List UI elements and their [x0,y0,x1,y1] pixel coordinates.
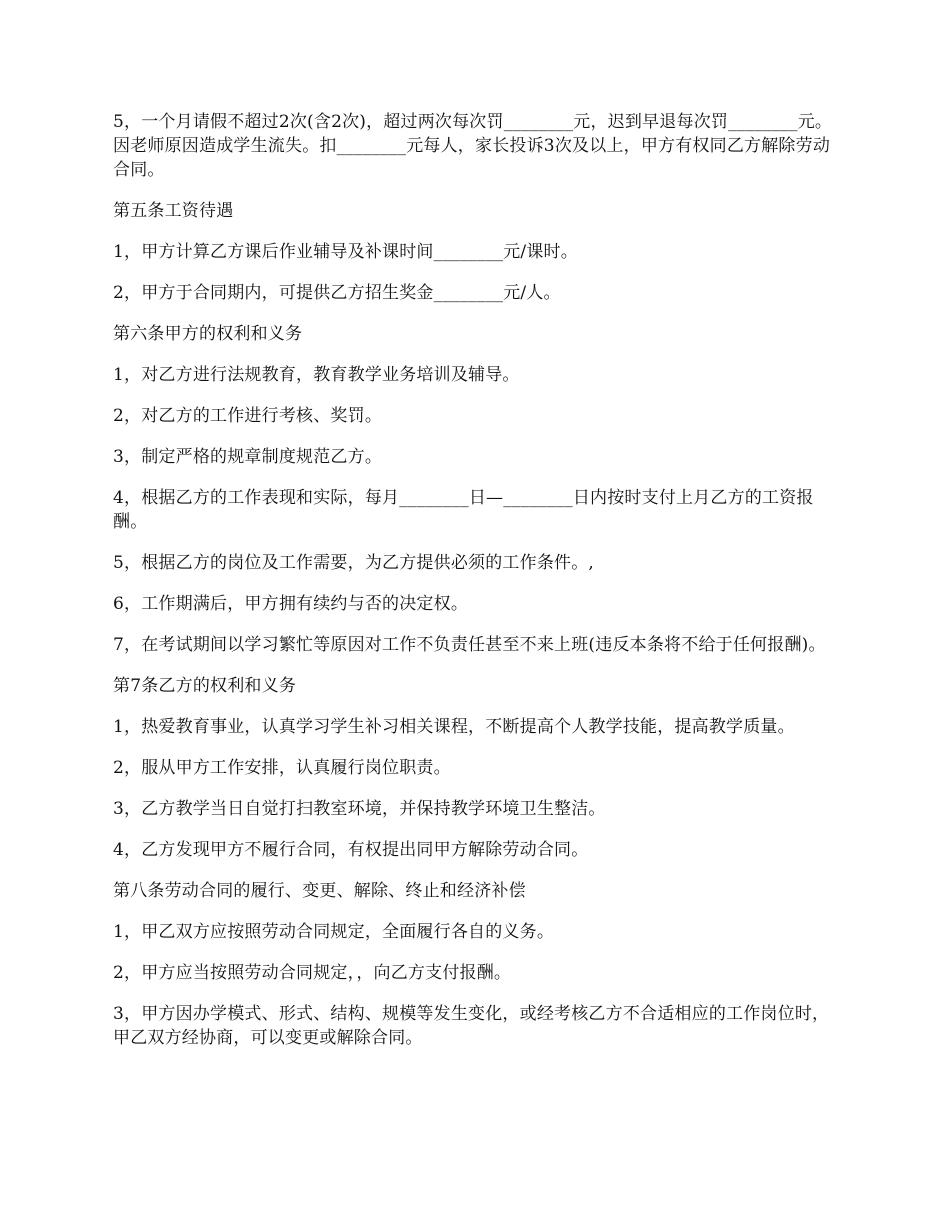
party-b-item-2: 2，服从甲方工作安排，认真履行岗位职责。 [113,758,451,778]
performance-item-1: 1，甲乙双方应按照劳动合同规定，全面履行各自的义务。 [113,922,555,942]
wages-item-2: 2，甲方于合同期内，可提供乙方招生奖金________元/人。 [113,283,561,303]
party-a-item-5: 5，根据乙方的岗位及工作需要，为乙方提供必须的工作条件。, [113,553,595,573]
section-heading-contract-performance: 第八条劳动合同的履行、变更、解除、终止和经济补偿 [113,881,526,901]
section-heading-wages: 第五条工资待遇 [113,201,234,221]
performance-item-3: 3，甲方因办学模式、形式、结构、规模等发生变化，或经考核乙方不合适相应的工作岗位时，甲乙双方经协商，可以变更或解除合同。 [113,1004,830,1048]
party-b-item-4: 4，乙方发现甲方不履行合同，有权提出同甲方解除劳动合同。 [113,840,589,860]
party-a-item-4: 4，根据乙方的工作表现和实际，每月________日—________日内按时支付上月乙方的工资报酬。 [113,488,814,532]
party-a-item-2: 2，对乙方的工作进行考核、奖罚。 [113,406,383,426]
party-b-item-3: 3，乙方教学当日自觉打扫教室环境，并保持教学环境卫生整洁。 [113,799,606,819]
document-page [113,110,841,1067]
wages-item-1: 1，甲方计算乙方课后作业辅导及补课时间________元/课时。 [113,242,578,262]
party-a-item-1: 1，对乙方进行法规教育，教育教学业务培训及辅导。 [113,365,520,385]
party-a-item-3: 3，制定严格的规章制度规范乙方。 [113,447,383,467]
party-a-item-7: 7，在考试期间以学习繁忙等原因对工作不负责任甚至不来上班(违反本条将不给于任何报酬)。 [113,635,826,655]
party-b-item-1: 1，热爱教育事业，认真学习学生补习相关课程，不断提高个人教学技能，提高教学质量。 [113,717,795,737]
section-heading-party-a: 第六条甲方的权利和义务 [113,324,303,344]
party-a-item-6: 6，工作期满后，甲方拥有续约与否的决定权。 [113,594,469,614]
performance-item-2: 2，甲方应当按照劳动合同规定，，向乙方支付报酬。 [113,963,512,983]
clause-5-leave-penalty: 5，一个月请假不超过2次(含2次)，超过两次每次罚________元，迟到早退每次罚________元。因老师原因造成学生流失。扣________元每人，家长投诉3次及以上，甲方有权同乙方解除劳动合同。 [113,112,833,180]
section-heading-party-b: 第7条乙方的权利和义务 [113,676,297,696]
